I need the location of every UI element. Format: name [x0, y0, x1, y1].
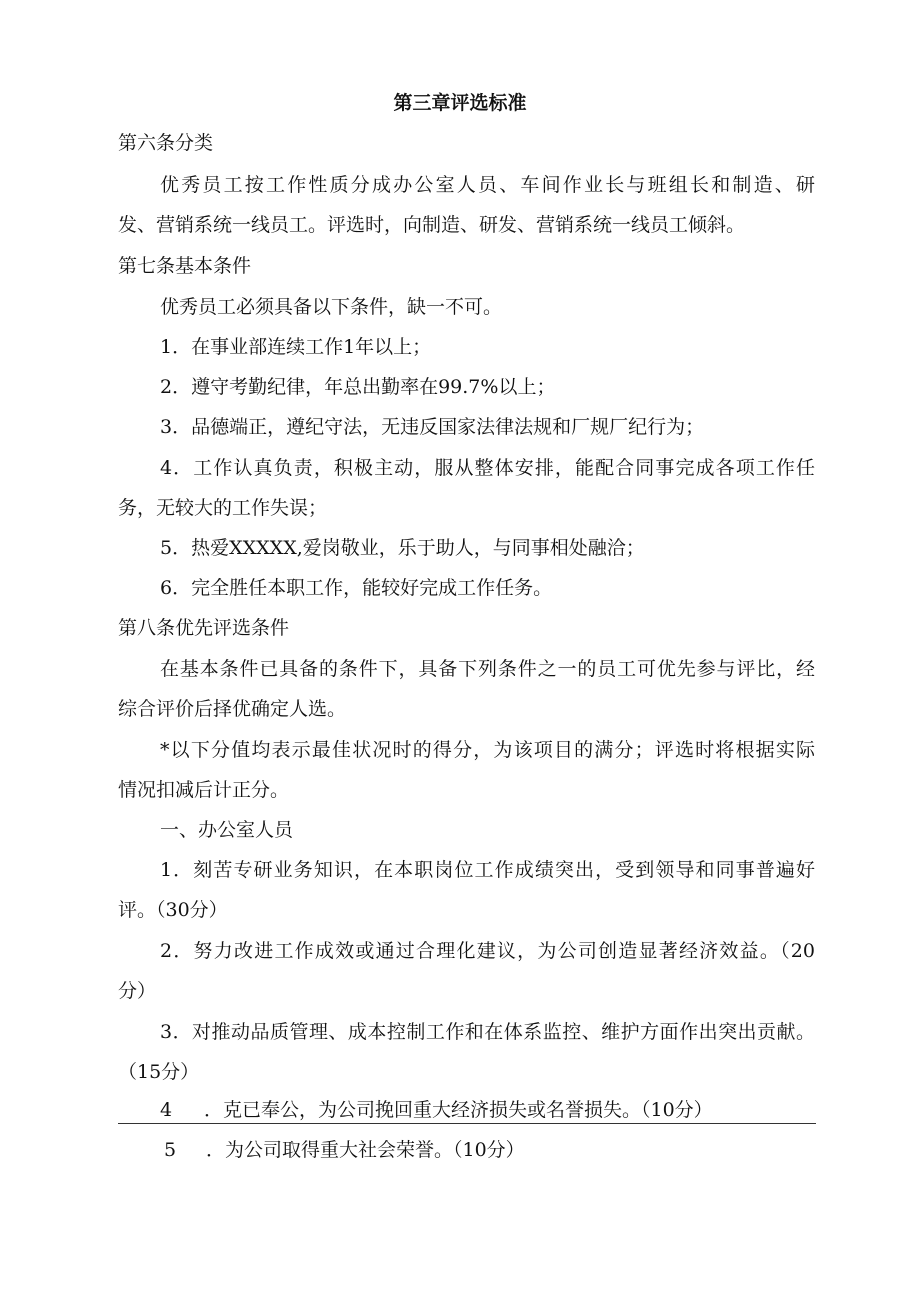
office-item-3-line-2: （15分）	[118, 1061, 200, 1083]
section-office-staff: 一、办公室人员	[160, 819, 294, 841]
article-7-item-6: 6．完全胜任本职工作，能较好完成工作任务。	[160, 577, 553, 599]
office-item-4-number: 4	[160, 1099, 173, 1121]
office-item-5-text: ．为公司取得重大社会荣誉。（10分）	[206, 1139, 525, 1161]
office-item-1-line-2: 评。（30分）	[118, 899, 228, 921]
article-7-item-1: 1．在事业部连续工作1年以上；	[160, 336, 432, 358]
article-7-item-5: 5．热爱XXXXX,爱岗敬业，乐于助人，与同事相处融洽；	[160, 537, 645, 559]
article-6-heading: 第六条分类	[118, 132, 214, 154]
article-7-intro: 优秀员工必须具备以下条件，缺一不可。	[160, 296, 503, 318]
chapter-title: 第三章评选标准	[393, 92, 527, 114]
article-7-item-2: 2．遵守考勤纪律，年总出勤率在99.7%以上；	[160, 376, 556, 398]
office-item-4-text: ．克已奉公，为公司挽回重大经济损失或名誉损失。（10分）	[204, 1099, 713, 1121]
office-item-5-number: 5	[164, 1139, 177, 1161]
article-7-heading: 第七条基本条件	[118, 255, 252, 277]
article-6-paragraph-line-2: 发、营销系统一线员工。评选时，向制造、研发、营销系统一线员工倾斜。	[118, 214, 746, 236]
article-6-paragraph-line-1: 优秀员工按工作性质分成办公室人员、车间作业长与班组长和制造、研	[160, 174, 815, 196]
article-8-heading: 第八条优先评选条件	[118, 617, 290, 639]
office-item-3-line-1: 3．对推动品质管理、成本控制工作和在体系监控、维护方面作出突出贡献。	[160, 1021, 815, 1043]
article-8-paragraph-line-2: 综合评价后择优确定人选。	[118, 698, 347, 720]
office-item-1-line-1: 1．刻苦专研业务知识，在本职岗位工作成绩突出，受到领导和同事普遍好	[160, 859, 815, 881]
article-8-note-line-2: 情况扣减后计正分。	[118, 779, 290, 801]
office-item-2-line-2: 分）	[118, 980, 157, 1002]
article-7-item-4-line-2: 务，无较大的工作失误；	[118, 497, 328, 519]
article-8-paragraph-line-1: 在基本条件已具备的条件下，具备下列条件之一的员工可优先参与评比，经	[160, 658, 815, 680]
office-item-2-line-1: 2．努力改进工作成效或通过合理化建议，为公司创造显著经济效益。（20	[160, 940, 815, 962]
article-7-item-4-line-1: 4．工作认真负责，积极主动，服从整体安排，能配合同事完成各项工作任	[160, 457, 815, 479]
horizontal-rule	[118, 1123, 816, 1124]
article-8-note-line-1: *以下分值均表示最佳状况时的得分，为该项目的满分；评选时将根据实际	[160, 739, 815, 761]
article-7-item-3: 3．品德端正，遵纪守法，无违反国家法律法规和厂规厂纪行为；	[160, 416, 705, 438]
